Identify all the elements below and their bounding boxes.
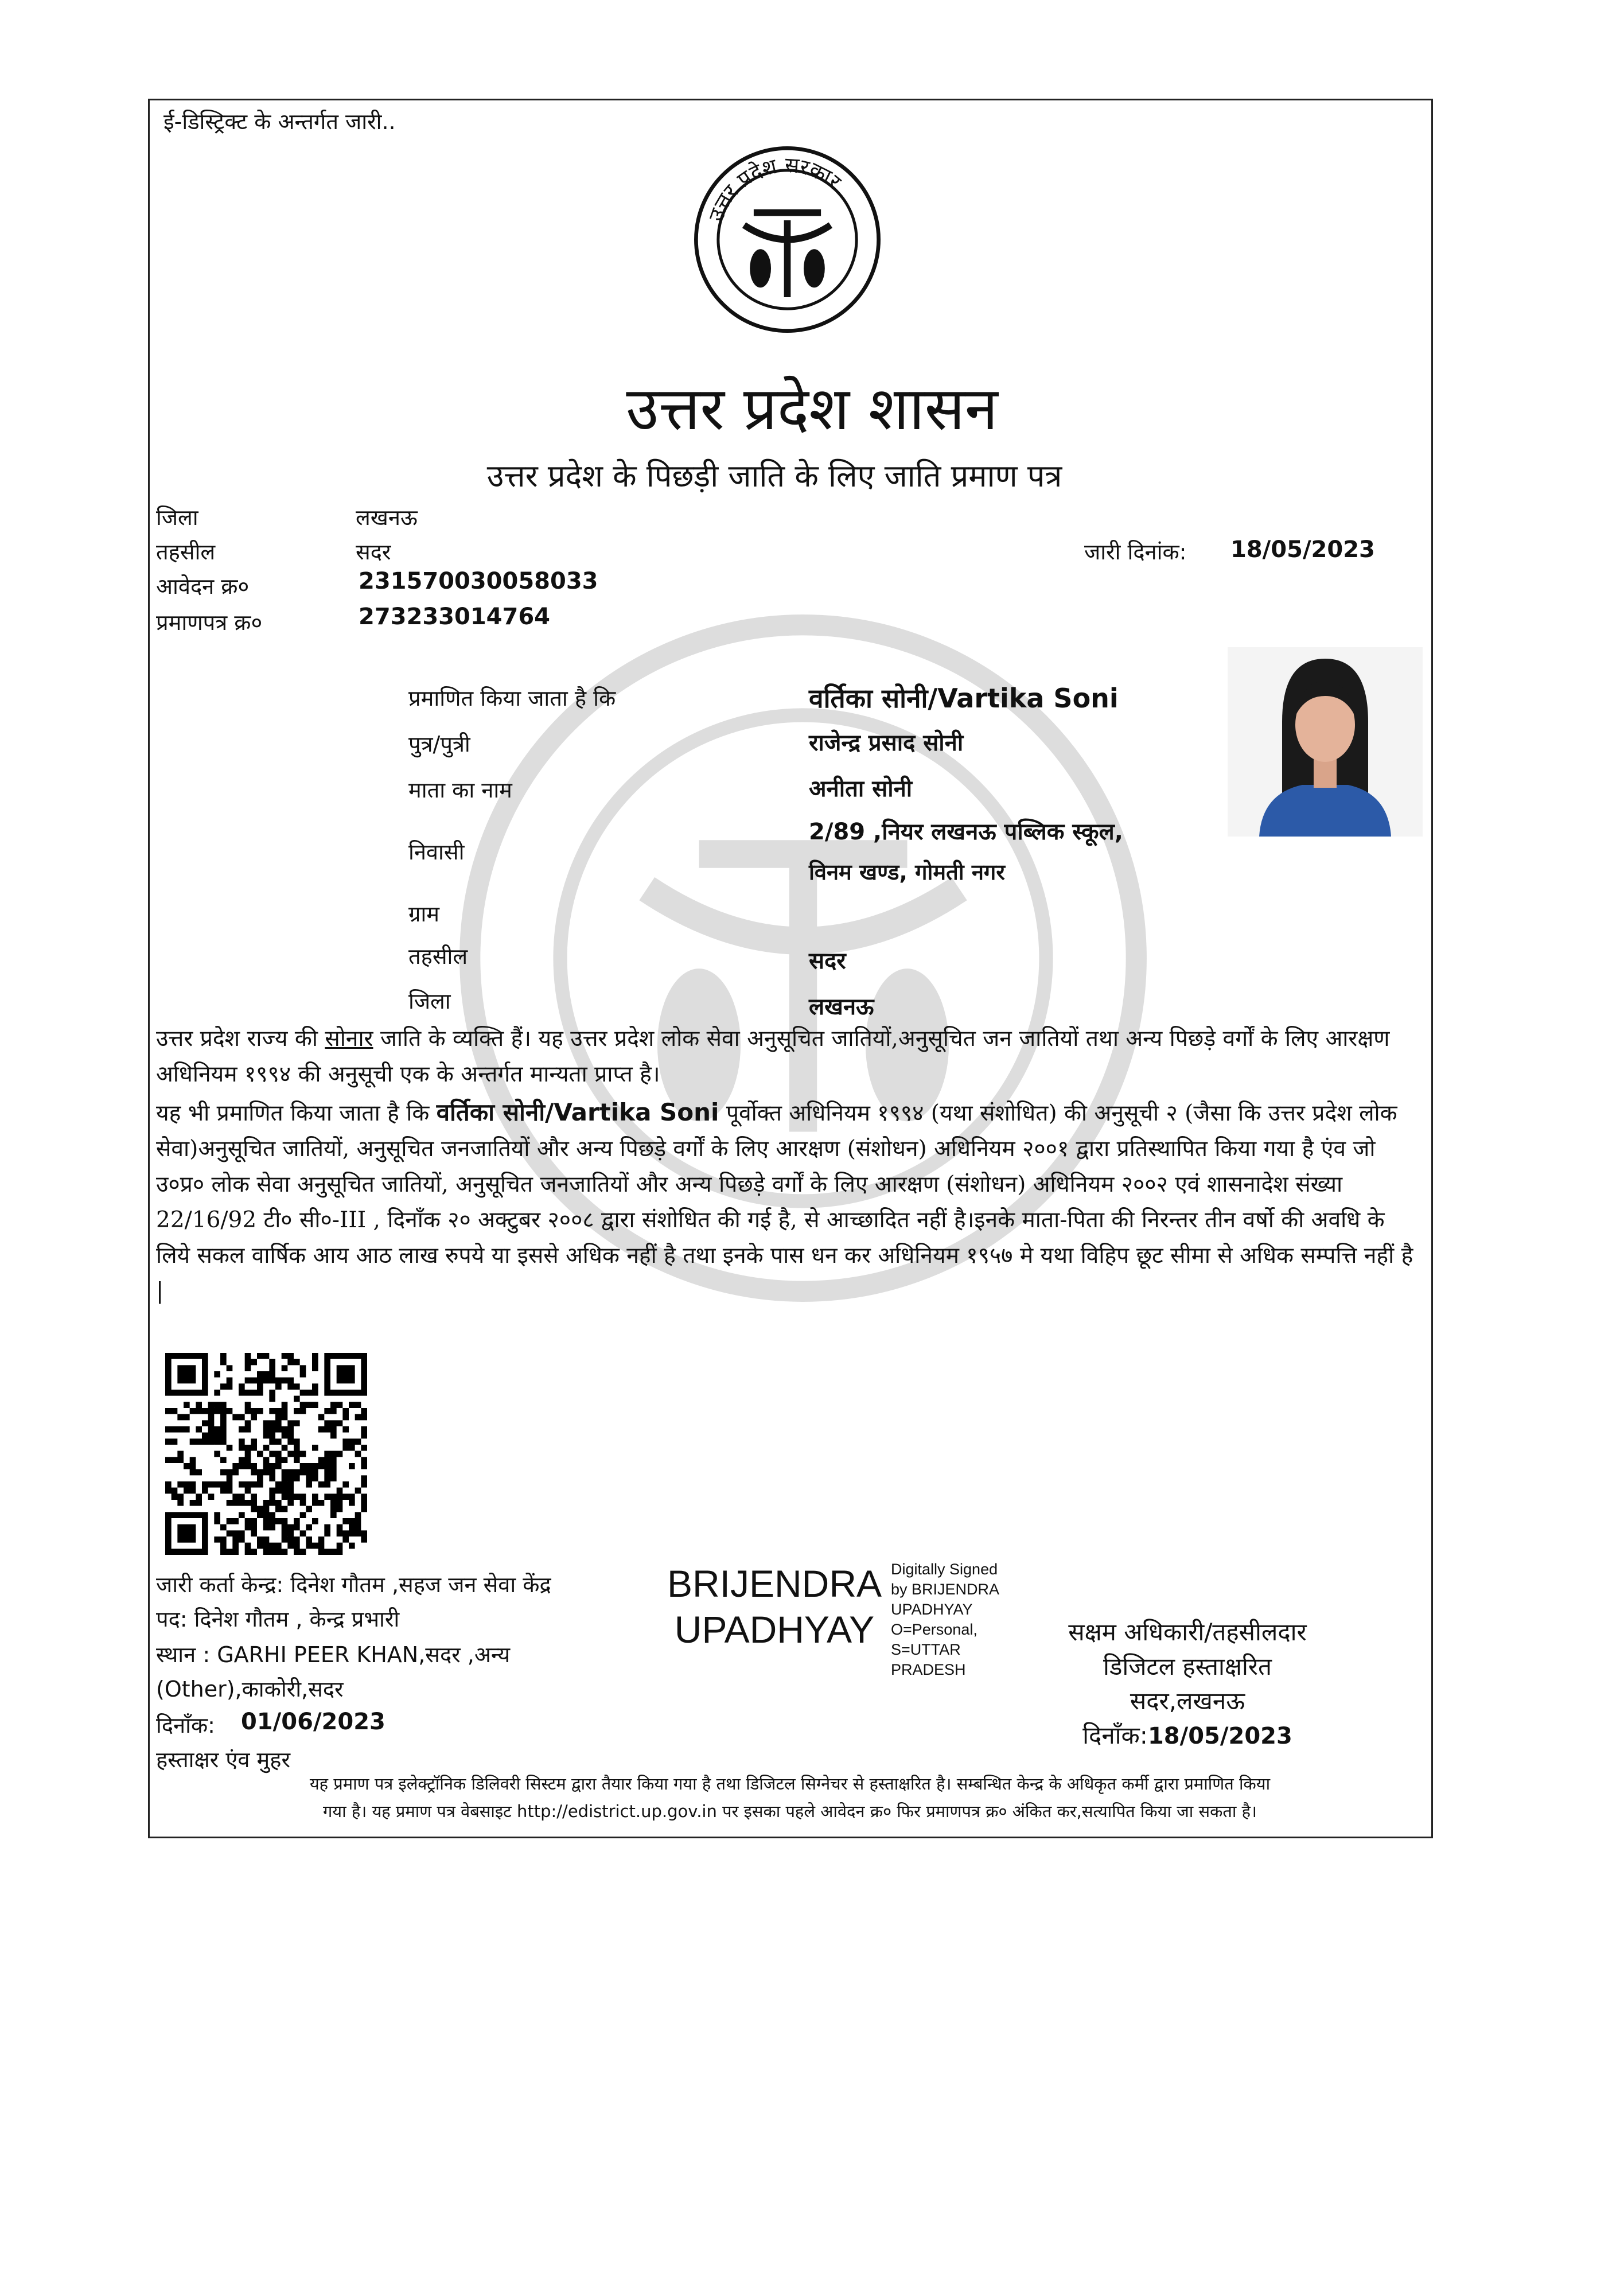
page-subtitle: उत्तर प्रदेश के पिछड़ी जाति के लिए जाति प्रमाण पत्र — [486, 458, 1062, 494]
digital-signature-details — [891, 1559, 999, 1680]
sig-detail-line: UPADHYAY — [891, 1601, 973, 1618]
signer-name-line2: UPADHYAY — [674, 1608, 875, 1651]
certificate-number: 273233014764 — [359, 604, 550, 630]
application-number: 231570030058033 — [359, 568, 598, 594]
address-line2: विनम खण्ड, गोमती नगर — [809, 859, 1005, 885]
footer-line2: गया है। यह प्रमाण पत्र वेबसाइट http://edistrict.up.gov.in पर इसका पहले आवेदन क्र० फिर प्रमाणपत्र क्र० अंकित कर,सत्यापित किया जा सकता है। — [322, 1802, 1257, 1821]
sig-detail-line: Digitally Signed — [891, 1561, 998, 1578]
authority-signed: डिजिटल हस्ताक्षरित — [1103, 1652, 1272, 1681]
person-district-label: जिला — [408, 989, 451, 1014]
application-label: आवेदन क्र० — [156, 574, 250, 599]
authority-location: सदर,लखनऊ — [1130, 1687, 1245, 1715]
resident-label: निवासी — [408, 839, 465, 865]
sig-detail-line: PRADESH — [891, 1661, 966, 1678]
issuer-place-line1: स्थान : GARHI PEER KHAN,सदर ,अन्य — [156, 1642, 511, 1667]
issue-date-label: जारी दिनांक: — [1084, 539, 1187, 565]
signer-name-line1: BRIJENDRA — [667, 1562, 882, 1605]
father-name: राजेन्द्र प्रसाद सोनी — [809, 730, 964, 756]
income-statement — [156, 1095, 1424, 1309]
para1-suffix: जाति के व्यक्ति हैं। यह उत्तर प्रदेश लोक सेवा अनुसूचित जातियों,अनुसूचित जन जातियों तथा अन्य पिछड़े वर्गों के लिए आरक्षण अधिनियम १९९४ की अनुसूची एक के अन्तर्गत मान्यता प्राप्त है। — [156, 1026, 1390, 1087]
issuing-center: जारी कर्ता केन्द्र: दिनेश गौतम ,सहज जन सेवा केंद्र — [156, 1572, 551, 1597]
header-note: ई-डिस्ट्रिक्ट के अन्तर्गत जारी.. — [163, 109, 396, 134]
verification-qr-code — [162, 1353, 370, 1555]
sig-detail-line: by BRIJENDRA — [891, 1581, 1000, 1598]
mother-label: माता का नाम — [408, 777, 512, 803]
caste-name: सोनार — [325, 1026, 373, 1052]
candidate-name: वर्तिका सोनी/Vartika Soni — [809, 683, 1119, 714]
authority-date-label: दिनाँक: — [1082, 1721, 1148, 1749]
signature-seal-label: हस्ताक्षर एंव मुहर — [156, 1747, 290, 1772]
para2-suffix: पूर्वोक्त अधिनियम १९९४ (यथा संशोधित) की अनुसूची २ (जैसा कि उत्तर प्रदेश लोक सेवा)अनुसूचित जातियों, अनुसूचित जनजातियों और अन्य पिछड़े वर्गों के लिए आरक्षण (संशोधन) अधिनियम २००१ द्वारा प्रतिस्थापित किया गया है एंव जो उ०प्र० लोक सेवा अनुसूचित जातियों, अनुसूचित जनजातियों और अन्य पिछड़े वर्गों के लिए आरक्षण (संशोधन) अधिनियम २००२ एवं शासनादेश संख्या 22/16/92 टी० सी०-III , दिनाँक २० अक्टुबर २००८ द्वारा संशोधित की गई है, से आच्छादित नहीं है।इनके माता-पिता की निरन्तर तीन वर्षो की अवधि के लिये सकल वार्षिक आय आठ लाख रुपये या इससे अधिक नहीं है तथा इनके पास धन कर अधिनियम १९५७ मे यथा विहिप छूट सीमा से अधिक सम्पत्ति नहीं है | — [156, 1100, 1413, 1304]
up-government-seal-icon — [691, 141, 883, 339]
tehsil-label: तहसील — [156, 539, 216, 565]
child-of-label: पुत्र/पुत्री — [408, 732, 470, 757]
sig-detail-line: S=UTTAR — [891, 1641, 961, 1658]
footer-line1: यह प्रमाण पत्र इलेक्ट्रॉनिक डिलिवरी सिस्टम द्वारा तैयार किया गया है तथा डिजिटल सिग्नेचर से हस्ताक्षरित है। सम्बन्धित केन्द्र के अधिकृत कर्मी द्वारा प्रमाणित किया — [309, 1774, 1271, 1794]
para2-prefix: यह भी प्रमाणित किया जाता है कि — [156, 1100, 437, 1126]
footer-note — [156, 1770, 1424, 1825]
village-label: ग्राम — [408, 901, 439, 927]
page-title: उत्तर प्रदेश शासन — [626, 374, 998, 444]
person-tehsil-value: सदर — [809, 948, 846, 974]
para2-name: वर्तिका सोनी/Vartika Soni — [436, 1098, 719, 1126]
authority-title: सक्षम अधिकारी/तहसीलदार — [1068, 1618, 1307, 1646]
person-district-value: लखनऊ — [809, 994, 874, 1020]
issuer-date-value: 01/06/2023 — [241, 1709, 385, 1735]
candidate-photo — [1228, 647, 1423, 837]
authority-block — [1010, 1615, 1365, 1753]
person-tehsil-label: तहसील — [408, 944, 468, 969]
district-value: लखनऊ — [356, 505, 418, 530]
issuer-date-label: दिनाँक: — [156, 1713, 215, 1738]
issuer-place-line2: (Other),काकोरी,सदर — [156, 1676, 344, 1702]
sig-detail-line: O=Personal, — [891, 1621, 977, 1638]
issue-date-value: 18/05/2023 — [1230, 536, 1375, 563]
mother-name: अनीता सोनी — [809, 776, 913, 802]
digital-signer-name — [654, 1561, 895, 1652]
para1-prefix: उत्तर प्रदेश राज्य की — [156, 1026, 325, 1052]
district-label: जिला — [156, 505, 198, 530]
seal-text: उत्तर प्रदेश सरकार — [703, 152, 846, 225]
issuer-post: पद: दिनेश गौतम , केन्द्र प्रभारी — [156, 1606, 400, 1632]
certified-label: प्रमाणित किया जाता है कि — [408, 686, 616, 711]
address-line1: 2/89 ,नियर लखनऊ पब्लिक स्कूल, — [809, 819, 1123, 845]
authority-date-value: 18/05/2023 — [1147, 1723, 1292, 1749]
tehsil-value: सदर — [356, 539, 391, 565]
caste-statement — [156, 1021, 1424, 1092]
certificate-label: प्रमाणपत्र क्र० — [156, 610, 263, 635]
